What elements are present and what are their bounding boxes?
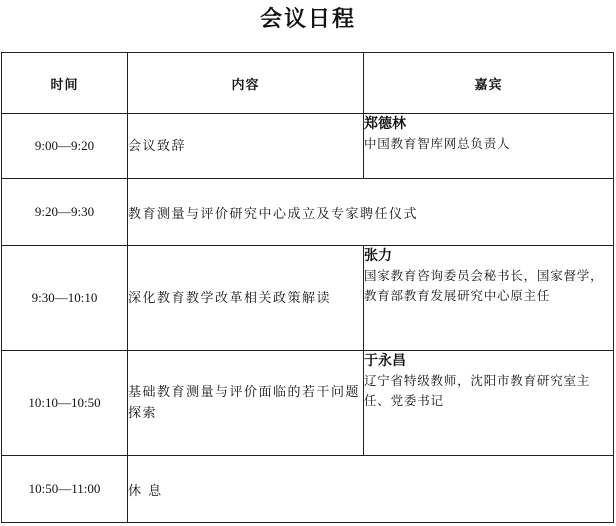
guest-title: 中国教育智库网总负责人 (364, 136, 511, 151)
schedule-table (1, 52, 614, 523)
table-row (2, 246, 614, 351)
row-guest (364, 246, 614, 351)
guest-name: 张力 (364, 248, 392, 264)
row-time: 10:10—10:50 (2, 351, 128, 456)
row-content: 会议致辞 (128, 114, 364, 179)
row-content: 基础教育测量与评价面临的若干问题探索 (128, 351, 364, 456)
guest-title: 辽宁省特级教师，沈阳市教育研究室主任、党委书记 (364, 373, 591, 408)
row-time: 10:50—11:00 (2, 456, 128, 523)
table-header-row (2, 53, 614, 114)
row-content: 教育测量与评价研究中心成立及专家聘任仪式 (128, 179, 614, 246)
table-row (2, 114, 614, 179)
table-row (2, 351, 614, 456)
page-title: 会议日程 (259, 7, 356, 32)
row-content: 休 息 (128, 456, 614, 523)
table-row (2, 456, 614, 523)
header-guest: 嘉宾 (364, 53, 614, 114)
row-content: 深化教育教学改革相关政策解读 (128, 246, 364, 351)
row-guest (364, 351, 614, 456)
header-time: 时间 (2, 53, 128, 114)
row-guest (364, 114, 614, 179)
row-time: 9:20—9:30 (2, 179, 128, 246)
header-content: 内容 (128, 53, 364, 114)
guest-title: 国家教育咨询委员会秘书长，国家督学，教育部教育发展研究中心原主任 (364, 268, 604, 303)
row-time: 9:00—9:20 (2, 114, 128, 179)
guest-name: 郑德林 (364, 116, 406, 132)
row-time: 9:30—10:10 (2, 246, 128, 351)
guest-name: 于永昌 (364, 353, 406, 369)
table-row (2, 179, 614, 246)
